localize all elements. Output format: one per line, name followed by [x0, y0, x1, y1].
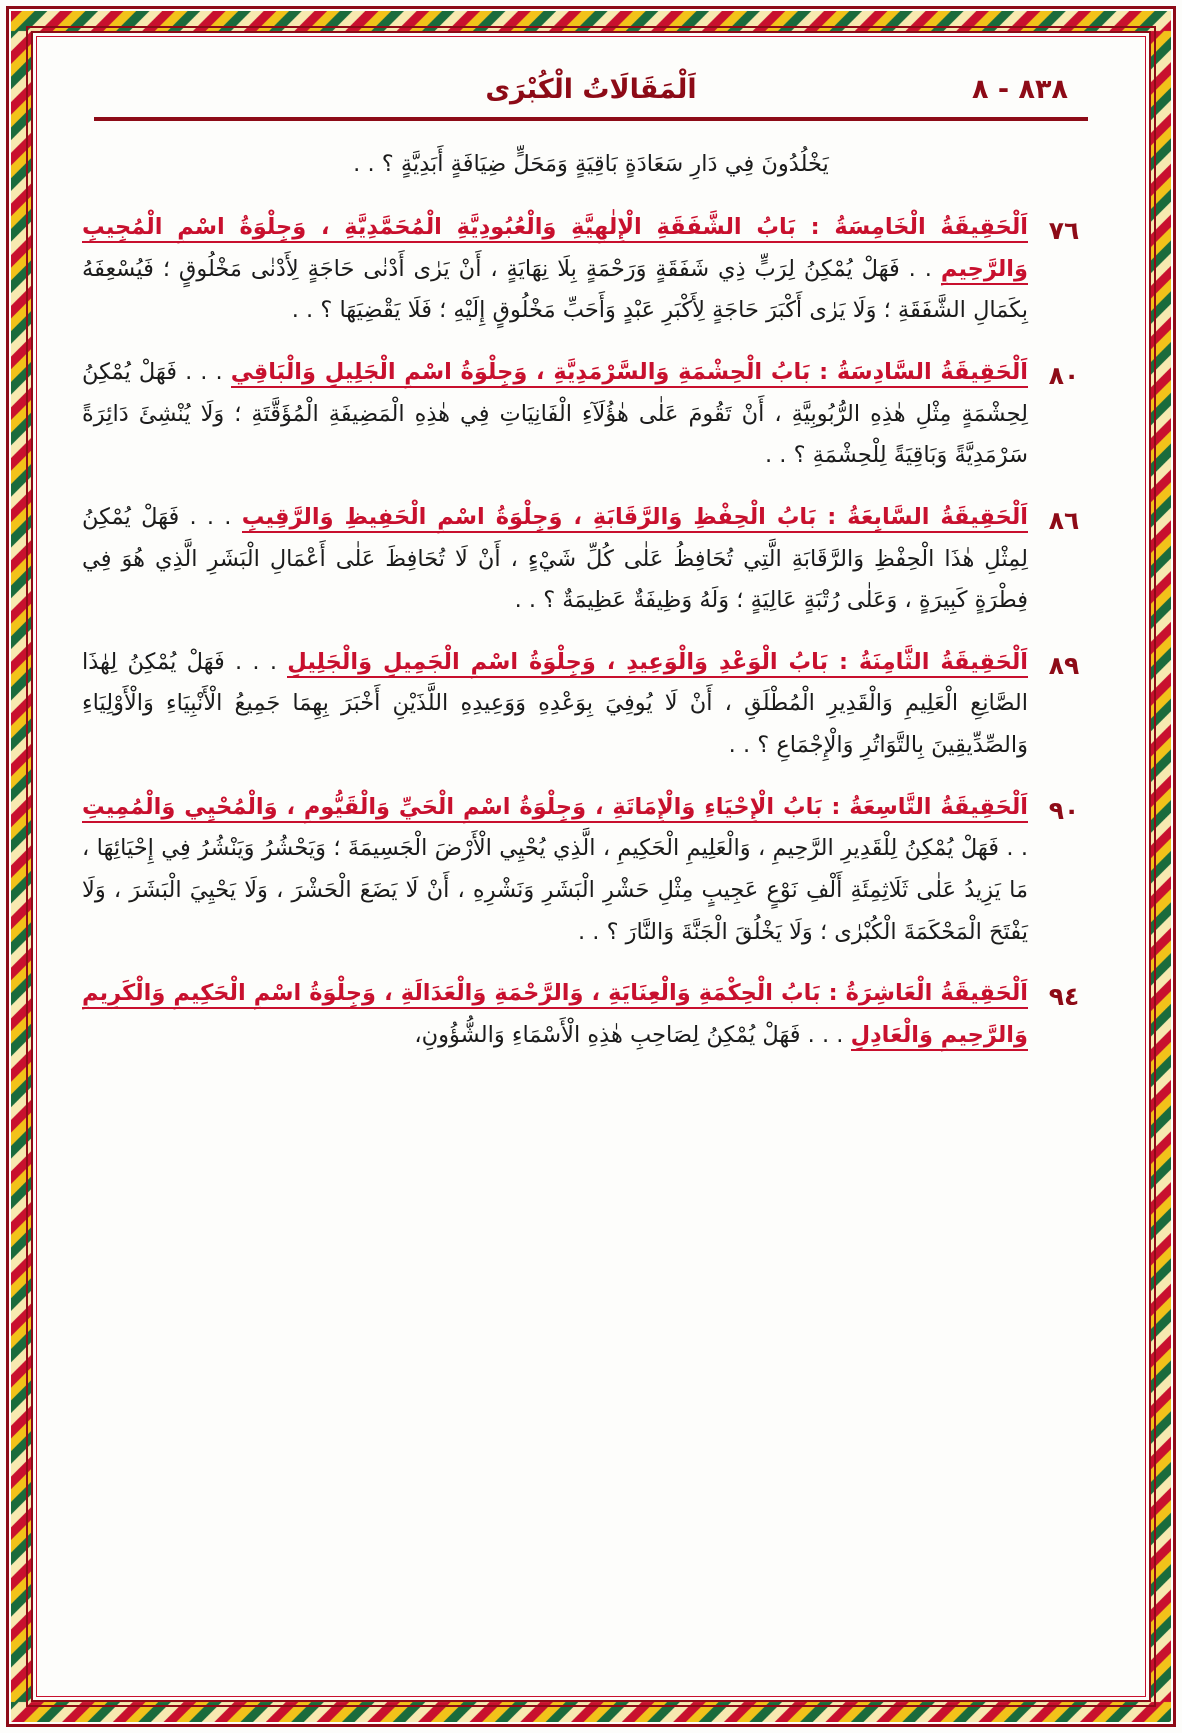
entry-heading: اَلْحَقِيقَةُ الثَّامِنَةُ : بَابُ الْوَعْدِ وَالْوَعِيدِ ، وَجِلْوَةُ اسْمِ الْجَمِيلِ وَالْجَلِيلِ — [287, 649, 1028, 678]
page-header — [76, 68, 1106, 105]
entry-number: ٧٦ — [1048, 216, 1080, 246]
page-number: ٨٣٨ - ٨ — [972, 74, 1068, 105]
entry-body: . . فَهَلْ يُمْكِنُ لِرَبٍّ ذِي شَفَقَةٍ وَرَحْمَةٍ بِلَا نِهَايَةٍ ، أَنْ يَرٰى أَدْنٰى حَاجَةٍ لِأَدْنٰى مَخْلُوقٍ ؛ فَيُسْعِفَهُ بِكَمَالِ الشَّفَقَةِ ؛ وَلَا يَرٰى أَكْبَرَ حَاجَةٍ لِأَكْبَرِ عَبْدٍ وَأَحَبِّ مَخْلُوقٍ إِلَيْهِ ؛ فَلَا يَقْضِيَهَا ؟ . . — [82, 255, 1028, 324]
entry-number: ٩٤ — [1048, 982, 1080, 1012]
entry-body: . . . فَهَلْ يُمْكِنُ لِهٰذَا الصَّانِعِ الْعَلِيمِ وَالْقَدِيرِ الْمُطْلَقِ ، أَنْ لَا يُوفِيَ بِوَعْدِهِ وَوَعِيدِهِ اللَّذَيْنِ أَخْبَرَ بِهِمَا جَمِيعُ الْأَنْبِيَاءِ وَالْأَوْلِيَاءِ وَالصِّدِّيقِينَ بِالتَّوَاتُرِ وَالْإِجْمَاعِ ؟ . . — [82, 648, 1028, 758]
entry-item — [82, 642, 1100, 767]
entry-number: ٩٠ — [1048, 795, 1080, 825]
entry-body: . . . فَهَلْ يُمْكِنُ لِمِثْلِ هٰذَا الْحِفْظِ وَالرَّقَابَةِ الَّتِي تُحَافِظُ عَلٰى كُلِّ شَيْءٍ ، أَنْ لَا تُحَافِظَ عَلٰى أَعْمَالِ الْبَشَرِ الَّذِي هُوَ فِي فِطْرَةٍ كَبِيرَةٍ ، وَعَلٰى رُتْبَةٍ عَالِيَةٍ ؛ وَلَهُ وَظِيفَةٌ عَظِيمَةٌ ؟ . . — [82, 503, 1028, 614]
entry-heading: اَلْحَقِيقَةُ الْعَاشِرَةُ : بَابُ الْحِكْمَةِ وَالْعِنَايَةِ ، وَالرَّحْمَةِ وَالْعَدَالَةِ ، وَجِلْوَةُ اسْمِ الْحَكِيمِ وَالْكَرِيمِ وَالرَّحِيمِ وَالْعَادِلِ — [82, 980, 1028, 1051]
book-title: اَلْمَقَالَاتُ الْكُبْرَى — [485, 74, 697, 105]
entry-number: ٨٩ — [1048, 650, 1080, 680]
header-divider — [94, 117, 1088, 121]
entry-item — [82, 973, 1100, 1056]
entry-heading: اَلْحَقِيقَةُ السَّابِعَةُ : بَابُ الْحِفْظِ وَالرَّقَابَةِ ، وَجِلْوَةُ اسْمِ الْحَفِيظِ وَالرَّقِيبِ — [242, 504, 1028, 533]
entry-heading: اَلْحَقِيقَةُ السَّادِسَةُ : بَابُ الْحِشْمَةِ وَالسَّرْمَدِيَّةِ ، وَجِلْوَةُ اسْمِ الْجَلِيلِ وَالْبَاقِي — [231, 359, 1028, 388]
entry-body: . . فَهَلْ يُمْكِنُ لِلْقَدِيرِ الرَّحِيمِ ، وَالْعَلِيمِ الْحَكِيمِ ، الَّذِي يُحْيِي الْأَرْضَ الْجَسِيمَةَ ؛ وَيَحْشُرُ وَيَنْشُرُ فِي إِحْيَائِهَا ، مَا يَزِيدُ عَلٰى ثَلَاثِمِئَةِ أَلْفِ نَوْعٍ عَجِيبٍ مِثْلِ حَشْرِ الْبَشَرِ وَنَشْرِهِ ، أَنْ لَا يَضَعَ الْحَشْرَ ، وَلَا يَحْيِيَ الْبَشَرَ ، وَلَا يَفْتَحَ الْمَحْكَمَةَ الْكُبْرٰى ؛ وَلَا يَخْلُقَ الْجَنَّةَ وَالنَّارَ ؟ . . — [82, 835, 1028, 945]
entry-number: ٨٠ — [1048, 361, 1080, 390]
entry-body: . . . فَهَلْ يُمْكِنُ لِصَاحِبِ هٰذِهِ الْأَسْمَاءِ وَالشُّؤُونِ، — [414, 1021, 844, 1048]
entry-number: ٨٦ — [1048, 505, 1080, 535]
entry-text — [82, 642, 1028, 767]
entry-text — [82, 207, 1028, 332]
entry-text — [82, 352, 1028, 477]
entry-text — [82, 973, 1028, 1056]
entry-item — [82, 352, 1100, 477]
entry-heading: اَلْحَقِيقَةُ الْخَامِسَةُ : بَابُ الشَّفَقَةِ الْإِلٰهِيَّةِ وَالْعُبُودِيَّةِ الْمُحَمَّدِيَّةِ ، وَجِلْوَةُ اسْمِ الْمُجِيبِ وَالرَّحِيمِ — [82, 214, 1028, 285]
entry-item — [82, 497, 1100, 622]
entry-item — [82, 787, 1100, 954]
entry-body: . . . فَهَلْ يُمْكِنُ لِحِشْمَةٍ مِثْلِ هٰذِهِ الرُّبُوبِيَّةِ ، أَنْ تَقُومَ عَلٰى هٰؤُلَآءِ الْفَانِيَاتِ فِي هٰذِهِ الْمَضِيفَةِ الْمُؤَقَّتَةِ ؛ وَلَا يُنْشِئَ دَائِرَةً سَرْمَدِيَّةً وَبَاقِيَةً لِلْحِشْمَةِ ؟ . . — [82, 359, 1028, 469]
entry-text — [82, 497, 1028, 622]
entry-heading: اَلْحَقِيقَةُ التَّاسِعَةُ : بَابُ الْإِحْيَاءِ وَالْإِمَاتَةِ ، وَجِلْوَةُ اسْمِ الْحَيِّ وَالْقَيُّومِ ، وَالْمُحْيِي وَالْمُمِيتِ — [82, 794, 1028, 823]
entry-item — [82, 207, 1100, 332]
page-body — [76, 144, 1106, 1057]
page-content — [52, 46, 1130, 1687]
entry-text — [82, 787, 1028, 954]
lead-paragraph: يَخْلُدُونَ فِي دَارِ سَعَادَةٍ بَاقِيَةٍ وَمَحَلٍّ ضِيَافَةٍ أَبَدِيَّةٍ ؟ . . — [353, 150, 829, 177]
